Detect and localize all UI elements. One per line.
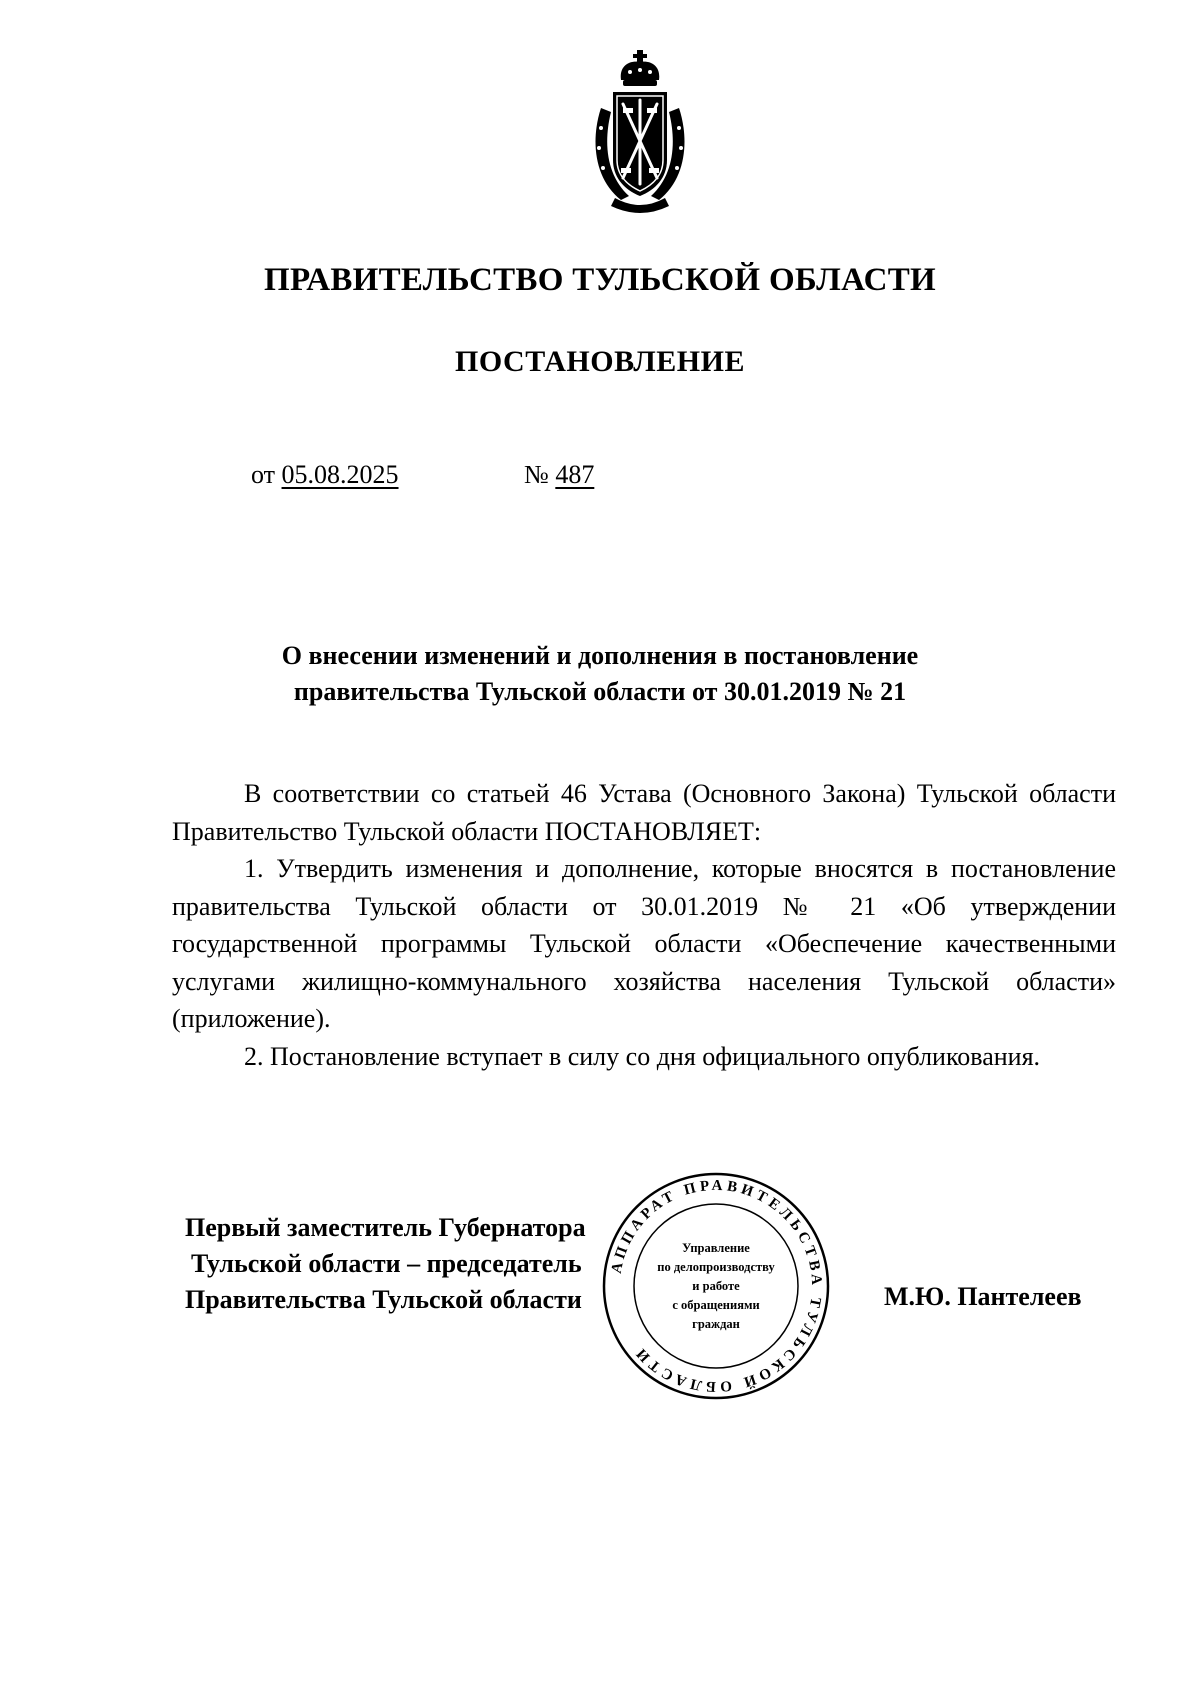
stamp-inner-line-5: граждан [692,1317,740,1331]
number-value: 487 [555,460,595,489]
signatory-position-line-1: Первый заместитель Губернатора [185,1213,586,1242]
official-stamp [600,1170,832,1402]
subject-line-1: О внесении изменений и дополнения в постановление [281,641,919,670]
body-paragraph-2: 2. Постановление вступает в силу со дня официального опубликования. [244,1041,1041,1071]
organization-title: ПРАВИТЕЛЬСТВО ТУЛЬСКОЙ ОБЛАСТИ [264,262,936,298]
date-prefix: от [251,460,282,489]
document-subject [0,638,1200,710]
document-number [524,460,594,490]
stamp-outer-text: АППАРАТ ПРАВИТЕЛЬСТВА ТУЛЬСКОЙ ОБЛАСТИ [608,1177,825,1395]
signatory-position-line-2: Тульской области – председатель [191,1249,582,1278]
stamp-inner-line-1: Управление [682,1241,750,1255]
document-body [172,775,1116,1075]
stamp-inner-line-3: и работе [692,1279,740,1293]
stamp-inner-line-2: по делопроизводству [657,1260,775,1274]
subject-line-2: правительства Тульской области от 30.01.2019 № 21 [293,677,907,706]
body-paragraph-preamble: В соответствии со статьей 46 Устава (Основного Закона) Тульской области Правительство Тульской области ПОСТАНОВЛЯЕТ: [172,779,1116,846]
body-paragraph-1: 1. Утвердить изменения и дополнение, которые вносятся в постановление правительства Тульской области от 30.01.2019 № 21 «Об утверждении государственной программы Тульской области «Обеспечение качественными услугами жилищно-коммунального хозяйства населения Тульской области» (приложение). [172,854,1116,1033]
date-value: 05.08.2025 [281,460,399,489]
signatory-name: М.Ю. Пантелеев [884,1282,1082,1311]
signatory-position-line-3: Правительства Тульской области [185,1285,582,1314]
number-prefix: № [524,460,556,489]
document-type: ПОСТАНОВЛЕНИЕ [455,345,745,378]
signatory-position [185,1210,586,1318]
tula-coat-of-arms-icon [585,48,695,218]
stamp-inner-line-4: с обращениями [672,1298,760,1312]
document-date [251,460,399,490]
